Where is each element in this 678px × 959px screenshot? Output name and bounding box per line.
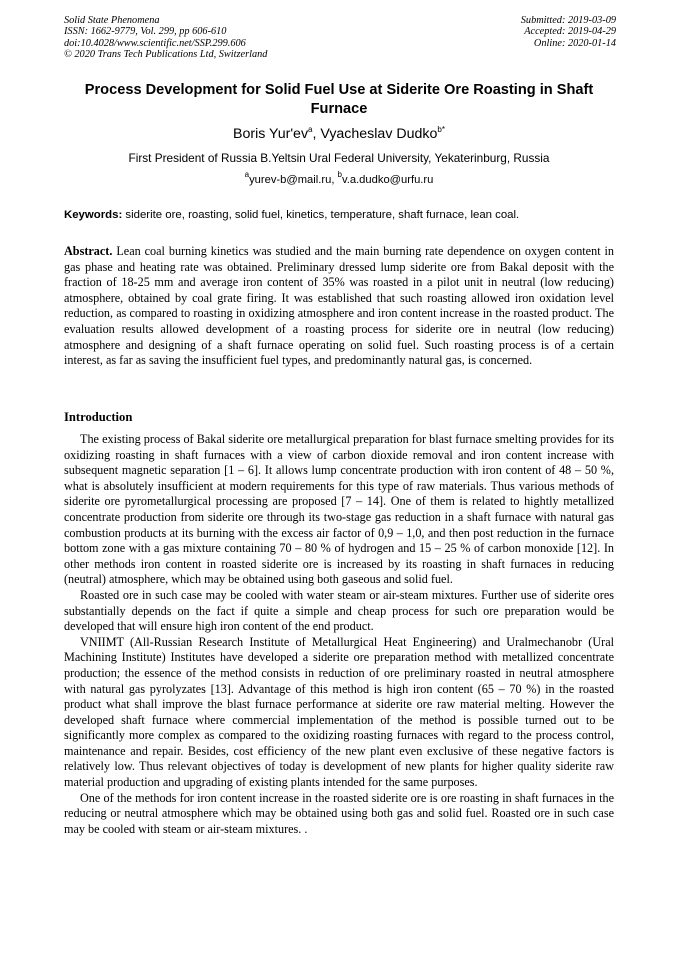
- paragraph: The existing process of Bakal siderite ore metallurgical preparation for blast furnace smelting provides for its oxidizing roasting in shaft furnaces with a view of carbon dioxide removal and iron content increase with subsequent magnetic separation [1 – 6]. It allows lump concentrate production with iron content of 48 – 50 %, what is absolutely insufficient at modern requirements for this type of raw materials. Thus various methods of siderite ore pyrometallurgical processing are proposed [7 – 14]. One of them is related to hightly metallized concentrate production from siderite ore through its two-stage gas reduction in a shaft furnace with natural gas combustion products at its burning with the excess air factor of 0,9 – 1,0, and then post reduction in the furnace bottom zone with a gas mixture containing 70 – 80 % of hydrogen and 15 – 25 % of carbon monoxide [12]. In other methods iron content in roasted siderite ore is increased by its roasting in shaft furnaces in reducing (neutral) atmosphere, which may be obtained using both gaseous and solid fuel.: [64, 432, 614, 587]
- submission-dates: [521, 15, 616, 49]
- online-date: Online: 2020-01-14: [533, 37, 616, 49]
- email-mark: b: [337, 170, 342, 179]
- keywords-text: siderite ore, roasting, solid fuel, kinetics, temperature, shaft furnace, lean coal.: [122, 209, 520, 221]
- journal-info: [64, 15, 267, 60]
- author-affil-mark: a: [308, 125, 313, 134]
- submitted-date: Submitted: 2019-03-09: [520, 15, 616, 26]
- abstract-text: Lean coal burning kinetics was studied and the main burning rate dependence on oxygen content in gas phase and heating rate was obtained. Preliminary dressed lump siderite ore from Bakal deposit with the fraction of 18-25 mm and average iron content of 35% was roasted in a pilot unit in neutral (low reducing) atmosphere, obtained by coal grate firing. It was established that such roasting allowed iron oxidation level reduction, as compared to roasting in oxidizing atmosphere and iron content increase in the roasted product. The evaluation results allowed development of a roasting process for siderite ore in neutral (low reducing) atmosphere and designing of a shaft furnace operating on solid fuel. Such roasting process is of a certain interest, as far as saving the insufficient fuel types, and predominantly natural gas, is concerned.: [64, 244, 614, 368]
- journal-name: Solid State Phenomena: [64, 15, 160, 26]
- paragraph: VNIIMT (All-Russian Research Institute of Metallurgical Heat Engineering) and Uralmechanobr (Ural Machining Institute) Institutes have developed a siderite ore preparation method with metallized concentrate production; the essence of the method consists in reduction of ore preliminary roasted in neutral atmosphere with natural gas pyrolyzates [13]. Advantage of this method is high iron content (65 – 70 %) in the roasted product what shall improve the blast furnace performance at siderite ore raw material melting. However the developed shaft furnace where commercial implementation of the method is possible turned out to be significantly more complex as compared to the oxidizing roasting furnaces with regard to the process control, maintenance and repair. Besides, cost efficiency of the new plant even exclusive of these negative factors is relatively low. Thus relevant objectives of today is development of new plants for higher quality siderite raw material production and upgrading of existing plants intended for the same purposes.: [64, 634, 614, 790]
- email-link[interactable]: yurev-b@mail.ru: [249, 174, 332, 186]
- paragraph: Roasted ore in such case may be cooled with water steam or air-steam mixtures. Further use of siderite ores substantially depends on the fact if quite a simple and cheap process for such ore preparation would be developed that will ensure high iron content of the end product.: [64, 587, 614, 634]
- journal-issn: ISSN: 1662-9779, Vol. 299, pp 606-610: [64, 26, 227, 38]
- abstract-label: Abstract.: [64, 244, 113, 258]
- author-name: Vyacheslav Dudko: [320, 126, 438, 142]
- affiliation: First President of Russia B.Yeltsin Ural Federal University, Yekaterinburg, Russia: [128, 151, 550, 165]
- journal-doi: doi:10.4028/www.scientific.net/SSP.299.606: [64, 37, 246, 49]
- email-link[interactable]: v.a.dudko@urfu.ru: [341, 174, 434, 186]
- keywords: [64, 208, 624, 222]
- paragraph: One of the methods for iron content increase in the roasted siderite ore is ore roasting in shaft furnaces in the reducing or neutral atmosphere which may be obtained using both gas and solid fuel. Roasted ore in such case may be cooled with steam or air-steam mixtures. .: [64, 790, 614, 836]
- author-separator: ,: [312, 126, 321, 142]
- abstract: [64, 244, 614, 369]
- email-mark: a: [244, 170, 250, 179]
- author-emails: [0, 170, 678, 187]
- paper-title: Process Development for Solid Fuel Use at Siderite Ore Roasting in Shaft Furnace: [84, 82, 594, 117]
- author-affil-mark: b*: [437, 125, 445, 134]
- email-separator: ,: [331, 174, 338, 186]
- journal-copyright: © 2020 Trans Tech Publications Ltd, Switzerland: [64, 48, 268, 60]
- keywords-label: Keywords:: [64, 209, 123, 221]
- author-list: [0, 125, 678, 143]
- section-heading: Introduction: [64, 410, 133, 424]
- introduction-body: [64, 432, 614, 837]
- accepted-date: Accepted: 2019-04-29: [524, 26, 616, 38]
- author-name: Boris Yur'ev: [233, 126, 309, 142]
